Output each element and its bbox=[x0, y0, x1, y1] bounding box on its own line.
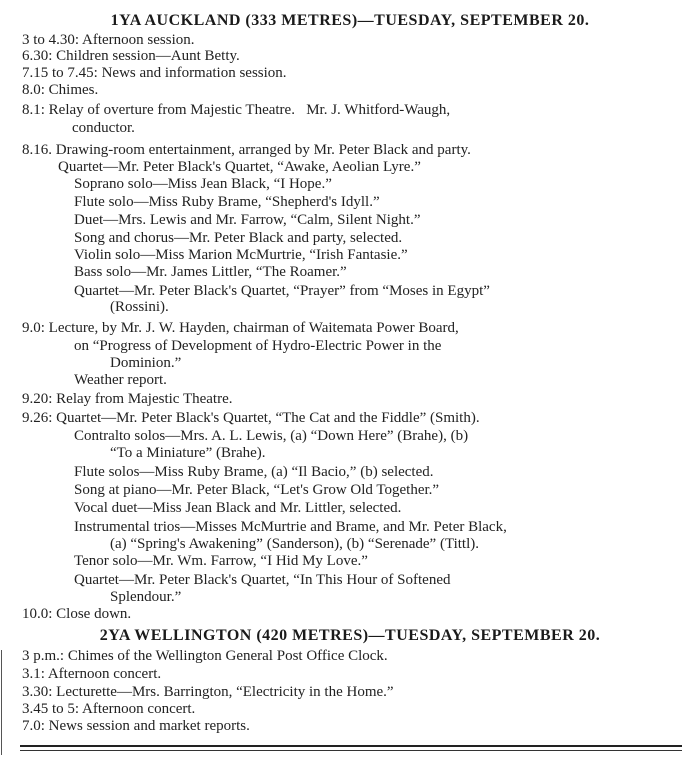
auckland-line: Tenor solo—Mr. Wm. Farrow, “I Hid My Love.” bbox=[74, 553, 368, 569]
auckland-line: Flute solos—Miss Ruby Brame, (a) “Il Bacio,” (b) selected. bbox=[74, 464, 434, 480]
auckland-line: 9.26: Quartet—Mr. Peter Black's Quartet, “The Cat and the Fiddle” (Smith). bbox=[22, 410, 480, 426]
wellington-line: 3.1: Afternoon concert. bbox=[22, 666, 162, 682]
auckland-line: 10.0: Close down. bbox=[22, 606, 132, 622]
auckland-line: Instrumental trios—Misses McMurtrie and Brame, and Mr. Peter Black, bbox=[74, 519, 507, 535]
bottom-rule bbox=[20, 745, 682, 747]
auckland-line: (a) “Spring's Awakening” (Sanderson), (b) “Serenade” (Tittl). bbox=[110, 536, 480, 552]
auckland-line: (Rossini). bbox=[110, 299, 169, 315]
column-edge-rule bbox=[1, 650, 2, 755]
auckland-heading: 1YA AUCKLAND (333 METRES)—TUESDAY, SEPTEMBER 20. bbox=[110, 12, 590, 29]
auckland-line: conductor. bbox=[72, 120, 135, 136]
auckland-line: Soprano solo—Miss Jean Black, “I Hope.” bbox=[74, 176, 332, 192]
auckland-line: 8.1: Relay of overture from Majestic Theatre. Mr. J. Whitford-Waugh, bbox=[22, 102, 451, 118]
auckland-line: Splendour.” bbox=[110, 589, 182, 605]
auckland-line: Duet—Mrs. Lewis and Mr. Farrow, “Calm, Silent Night.” bbox=[74, 212, 421, 228]
auckland-line: Quartet—Mr. Peter Black's Quartet, “Prayer” from “Moses in Egypt” bbox=[74, 283, 490, 299]
auckland-line: Bass solo—Mr. James Littler, “The Roamer.” bbox=[74, 264, 347, 280]
auckland-line: on “Progress of Development of Hydro-Electric Power in the bbox=[74, 338, 442, 354]
bottom-rule-thin bbox=[20, 750, 682, 751]
auckland-line: 8.0: Chimes. bbox=[22, 82, 99, 98]
auckland-line: Vocal duet—Miss Jean Black and Mr. Littler, selected. bbox=[74, 500, 402, 516]
wellington-heading: 2YA WELLINGTON (420 METRES)—TUESDAY, SEPTEMBER 20. bbox=[99, 627, 601, 644]
auckland-line: Contralto solos—Mrs. A. L. Lewis, (a) “Down Here” (Brahe), (b) bbox=[74, 428, 469, 444]
auckland-line: Flute solo—Miss Ruby Brame, “Shepherd's Idyll.” bbox=[74, 194, 380, 210]
wellington-line: 3.45 to 5: Afternoon concert. bbox=[22, 701, 196, 717]
auckland-line: Quartet—Mr. Peter Black's Quartet, “Awake, Aeolian Lyre.” bbox=[58, 159, 421, 175]
auckland-line: Quartet—Mr. Peter Black's Quartet, “In This Hour of Softened bbox=[74, 572, 451, 588]
auckland-line: Dominion.” bbox=[110, 355, 182, 371]
wellington-line: 7.0: News session and market reports. bbox=[22, 718, 250, 734]
auckland-line: Weather report. bbox=[74, 372, 167, 388]
auckland-line: Violin solo—Miss Marion McMurtrie, “Irish Fantasie.” bbox=[74, 247, 408, 263]
auckland-line: 3 to 4.30: Afternoon session. bbox=[22, 32, 195, 48]
wellington-line: 3 p.m.: Chimes of the Wellington General Post Office Clock. bbox=[22, 648, 388, 664]
auckland-line: Song at piano—Mr. Peter Black, “Let's Grow Old Together.” bbox=[74, 482, 440, 498]
auckland-line: 8.16. Drawing-room entertainment, arranged by Mr. Peter Black and party. bbox=[22, 142, 471, 158]
auckland-line: 9.0: Lecture, by Mr. J. W. Hayden, chairman of Waitemata Power Board, bbox=[22, 320, 459, 336]
auckland-line: 9.20: Relay from Majestic Theatre. bbox=[22, 391, 233, 407]
wellington-line: 3.30: Lecturette—Mrs. Barrington, “Electricity in the Home.” bbox=[22, 684, 394, 700]
auckland-line: 7.15 to 7.45: News and information session. bbox=[22, 65, 287, 81]
auckland-line: Song and chorus—Mr. Peter Black and party, selected. bbox=[74, 230, 403, 246]
auckland-line: 6.30: Children session—Aunt Betty. bbox=[22, 48, 240, 64]
auckland-line: “To a Miniature” (Brahe). bbox=[110, 445, 266, 461]
